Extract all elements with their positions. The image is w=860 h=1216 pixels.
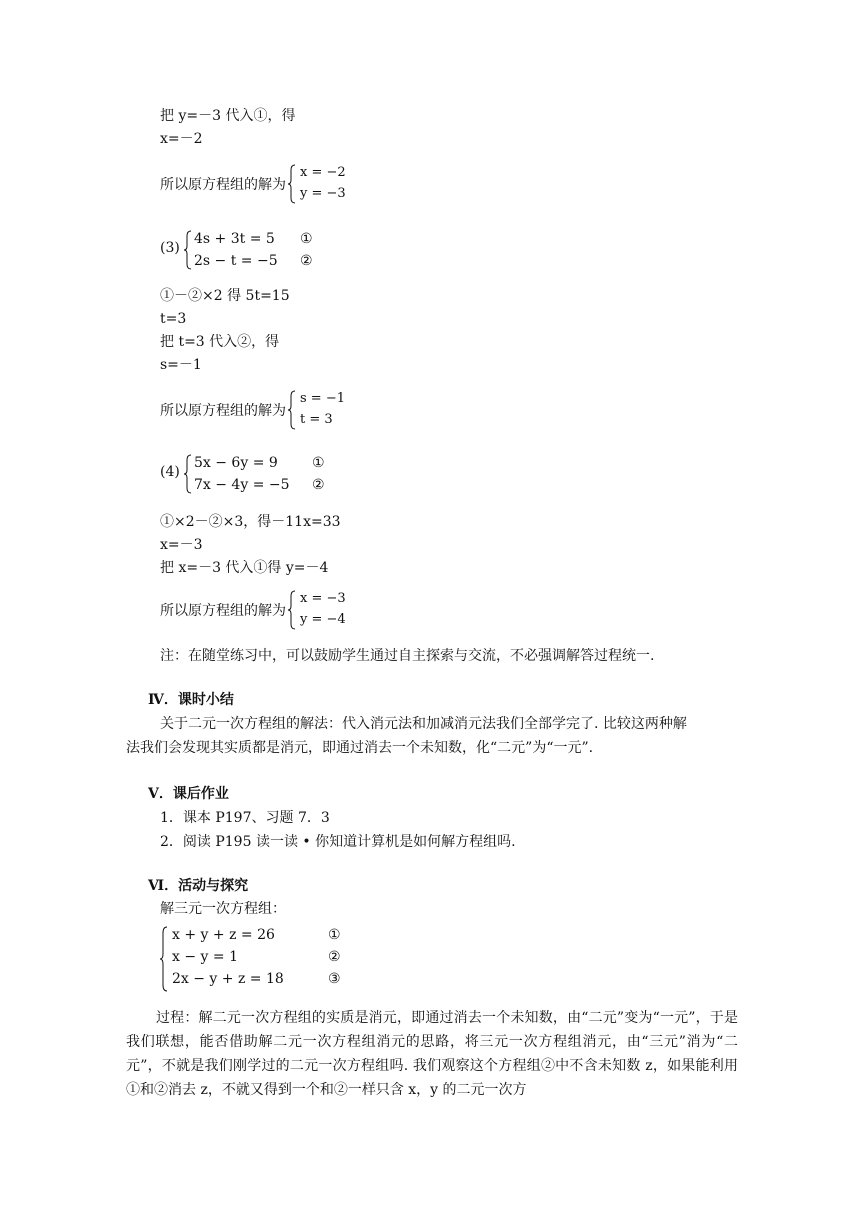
solution-prefix: 所以原方程组的解为	[160, 177, 286, 193]
brace-icon	[184, 230, 192, 270]
solution-value: y = −4	[300, 612, 346, 627]
solution-value: x = −3	[300, 591, 346, 606]
brace-icon	[288, 590, 296, 630]
equation-mark: ③	[328, 971, 341, 987]
equation-system	[160, 452, 360, 496]
equation-mark: ②	[312, 477, 325, 493]
section-heading: Ⅴ．课后作业	[148, 786, 229, 802]
section-heading: Ⅵ．活动与探究	[148, 878, 249, 894]
solution-prefix: 所以原方程组的解为	[160, 403, 286, 419]
text-line: ①×2－②×3，得－11x=33	[160, 514, 341, 530]
system-equations	[194, 228, 278, 272]
solution-block	[160, 162, 380, 206]
section-heading: Ⅳ．课时小结	[148, 692, 234, 708]
explanation-paragraph: 过程：解二元一次方程组的实质是消元，即通过消去一个未知数，由“二元”变为“一元”，于是我们联想，能否借助解二元一次方程组消元的思路，将三元一次方程组消元，由“三元”消为“二元”，不就是我们刚学过的二元一次方程组吗. 我们观察这个方程组②中不含未知数 z，如果能利用①和②消去 z，不就又得到一个和②一样只含 x，y 的二元一次方	[126, 1010, 738, 1098]
brace-icon	[160, 926, 168, 992]
equation: 2s − t = −5	[194, 253, 278, 269]
text-line: x=－2	[160, 131, 203, 147]
text-line: s=－1	[160, 357, 202, 373]
text-line: 解三元一次方程组：	[160, 901, 286, 917]
text-line: 关于二元一次方程组的解法：代入消元法和加减消元法我们全部学完了. 比较这两种解	[160, 716, 687, 732]
brace-icon	[288, 390, 296, 430]
solution-value: y = −3	[300, 186, 346, 201]
equation: x + y + z = 26	[172, 927, 275, 943]
equation: 5x − 6y = 9	[194, 455, 278, 471]
solution-values	[300, 588, 346, 630]
equation-mark: ①	[328, 927, 341, 943]
equation-system	[160, 924, 380, 992]
solution-prefix: 所以原方程组的解为	[160, 603, 286, 619]
equation-mark: ①	[300, 231, 313, 247]
homework-item: 1．课本 P197、习题 7．3	[160, 810, 330, 826]
equation: 7x − 4y = −5	[194, 477, 290, 493]
text-line: 把 t=3 代入②，得	[160, 334, 280, 350]
system-label: (4)	[160, 464, 180, 480]
equation-marks	[300, 228, 313, 272]
equation: 2x − y + z = 18	[172, 971, 284, 987]
note-line: 注：在随堂练习中，可以鼓励学生通过自主探索与交流，不必强调解答过程统一.	[160, 648, 655, 664]
equation-system	[160, 228, 360, 272]
equation-mark: ②	[328, 949, 341, 965]
solution-value: t = 3	[300, 412, 333, 427]
equation: 4s + 3t = 5	[194, 231, 275, 247]
text-line: ①－②×2 得 5t=15	[160, 288, 290, 304]
text-line: 法我们会发现其实质都是消元，即通过消去一个未知数，化“二元”为“一元”.	[126, 740, 594, 756]
text-line: t=3	[160, 311, 187, 327]
system-equations	[172, 924, 284, 990]
solution-values	[300, 388, 345, 430]
homework-item: 2．阅读 P195 读一读 • 你知道计算机是如何解方程组吗.	[160, 834, 516, 850]
equation-mark: ①	[312, 455, 325, 471]
solution-block	[160, 588, 380, 632]
brace-icon	[288, 164, 296, 204]
solution-value: s = −1	[300, 391, 345, 406]
system-equations	[194, 452, 290, 496]
brace-icon	[184, 454, 192, 494]
equation-marks	[328, 924, 341, 990]
system-label: (3)	[160, 240, 180, 256]
solution-value: x = −2	[300, 165, 346, 180]
text-line: 把 y=－3 代入①，得	[160, 108, 296, 124]
solution-values	[300, 162, 346, 204]
text-line: x=－3	[160, 537, 203, 553]
solution-block	[160, 388, 380, 432]
equation-marks	[312, 452, 325, 496]
equation: x − y = 1	[172, 949, 238, 965]
equation-mark: ②	[300, 253, 313, 269]
text-line: 把 x=－3 代入①得 y=－4	[160, 560, 329, 576]
